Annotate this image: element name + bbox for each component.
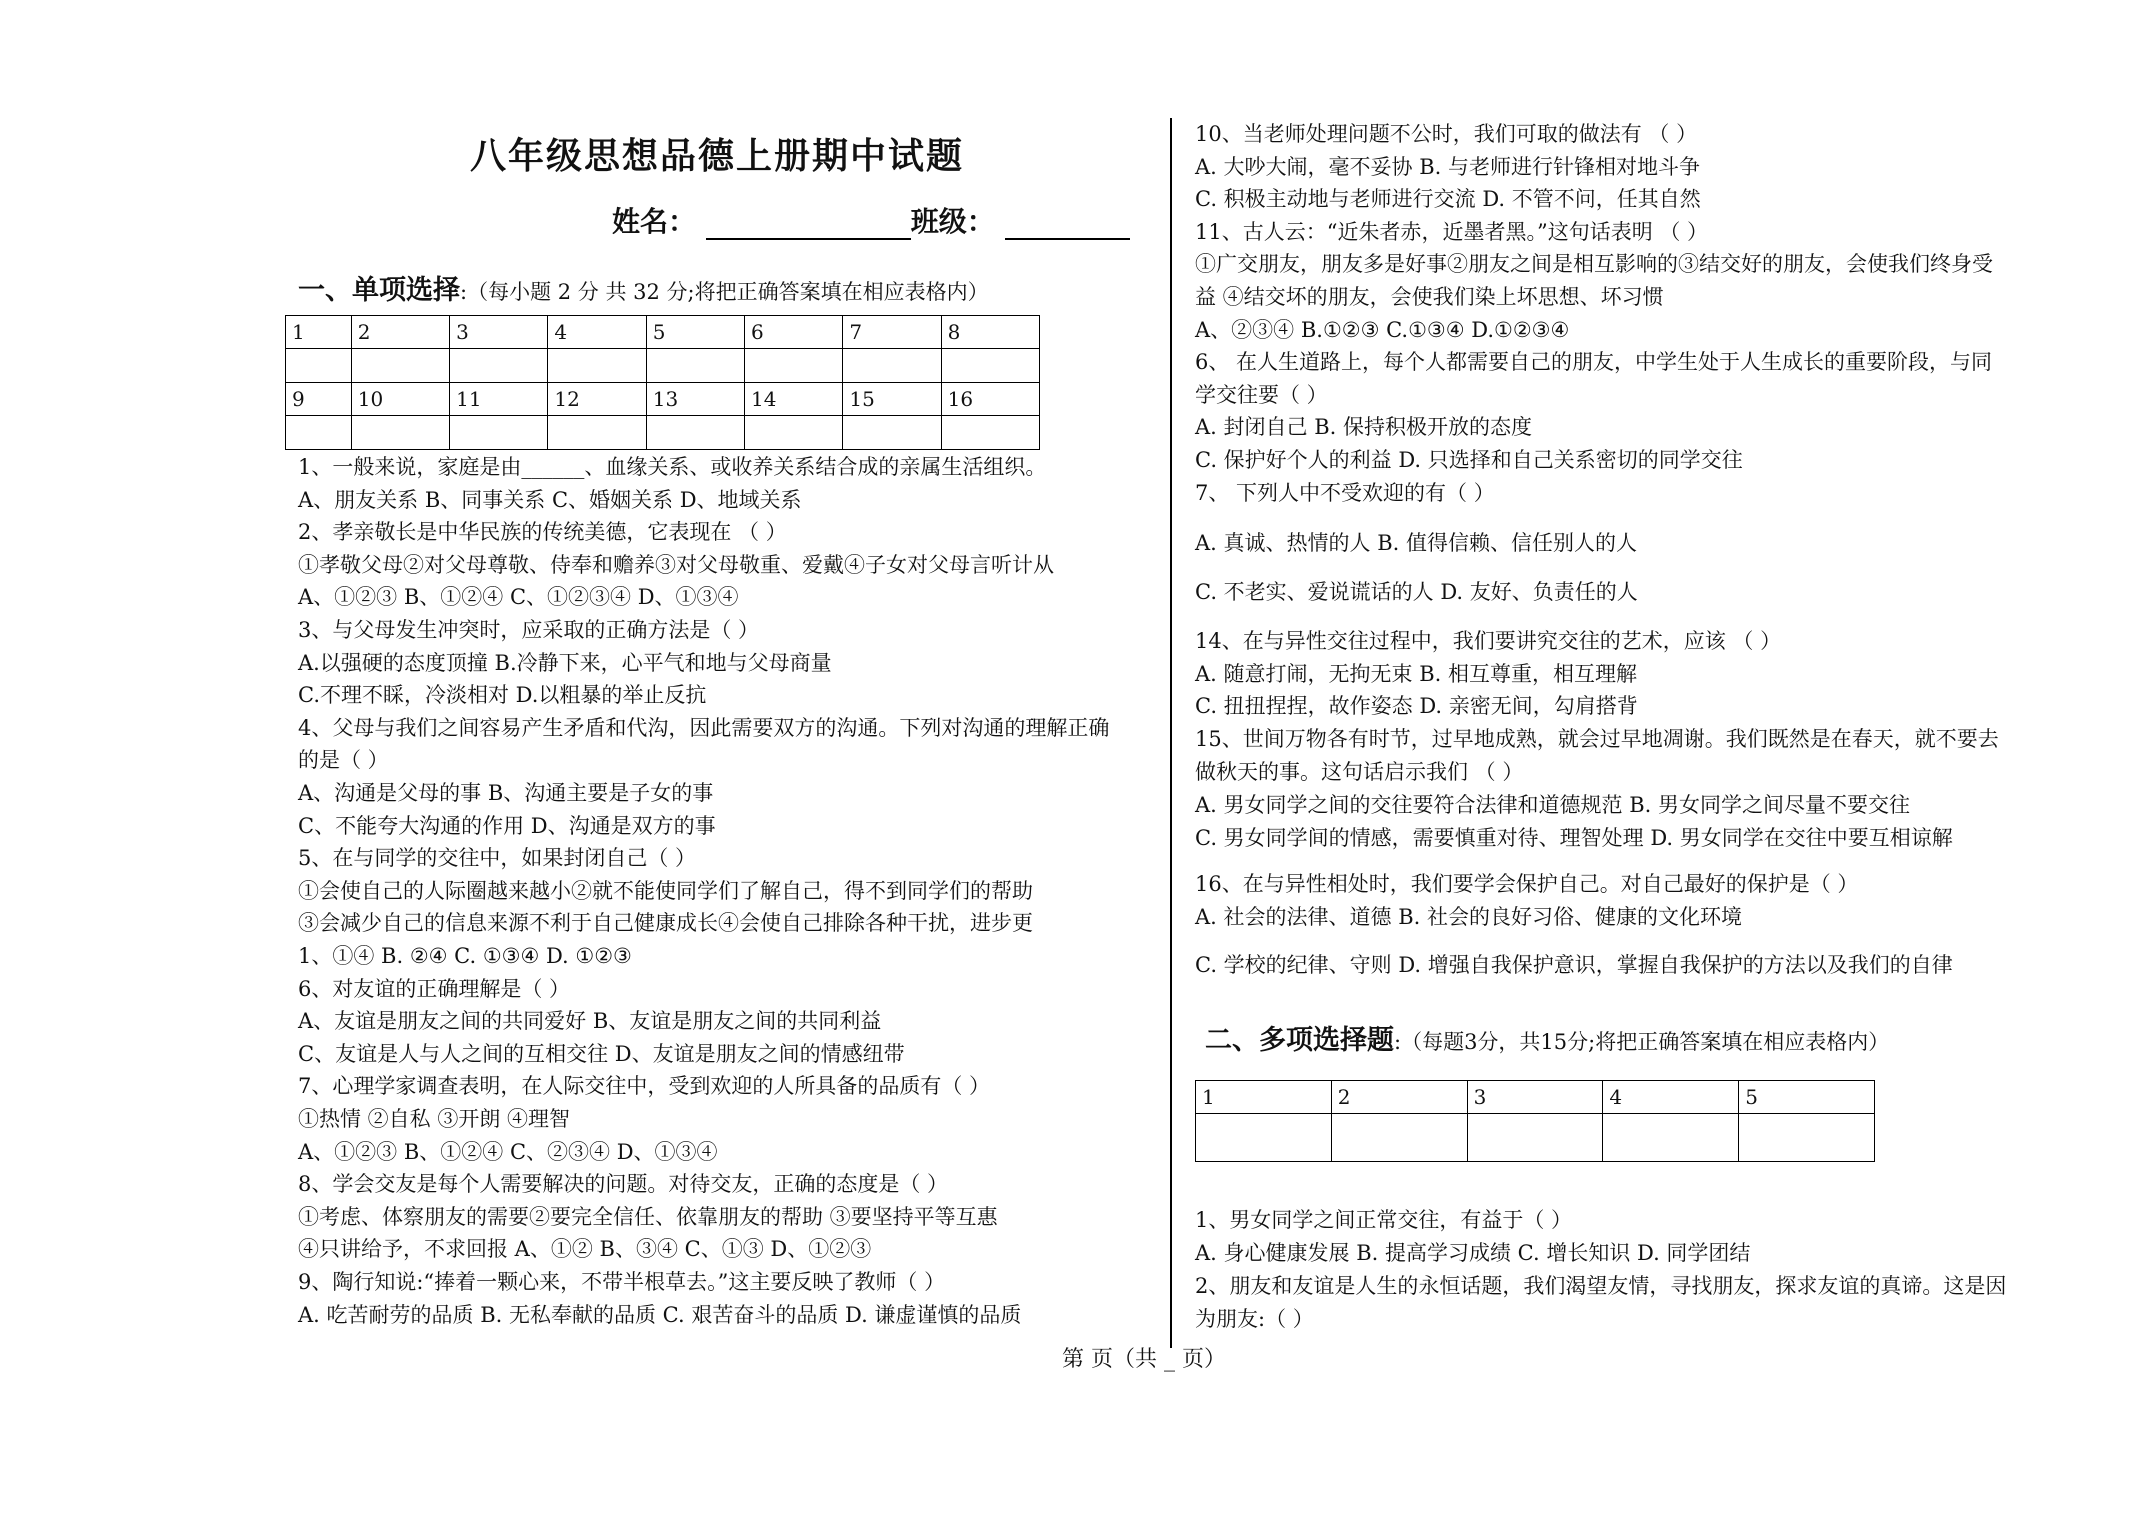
table-cell: 7 <box>843 316 941 349</box>
text-line: 6、 在人生道路上，每个人都需要自己的朋友，中学生处于人生成长的重要阶段，与同 <box>1195 350 1993 375</box>
name-class-row <box>612 200 1130 240</box>
text-line: 9、陶行知说:“捧着一颗心来，不带半根草去。”这主要反映了教师（ ） <box>298 1270 946 1294</box>
text-line: A、沟通是父母的事 B、沟通主要是子女的事 <box>298 781 714 805</box>
answer-cell[interactable] <box>1196 1114 1332 1162</box>
table-cell: 8 <box>941 316 1039 349</box>
text-line: ①会使自己的人际圈越来越小②就不能使同学们了解自己，得不到同学们的帮助 <box>298 878 1033 903</box>
section2-heading: 二、多项选择题 <box>1205 1025 1394 1056</box>
text-line: C. 男女同学间的情感，需要慎重对待、理智处理 D. 男女同学在交往中要互相谅解 <box>1195 826 1953 850</box>
text-line: 为朋友:（ ） <box>1195 1307 1314 1331</box>
text-line: A. 吃苦耐劳的品质 B. 无私奉献的品质 C. 艰苦奋斗的品质 D. 谦虚谨慎的品质 <box>298 1302 1022 1327</box>
text-line: 16、在与异性相处时，我们要学会保护自己。对自己最好的保护是（ ） <box>1195 872 1859 896</box>
page-title: 八年级思想品德上册期中试题 <box>470 136 965 177</box>
text-line: C. 积极主动地与老师进行交流 D. 不管不问，任其自然 <box>1195 187 1701 212</box>
text-line: A、①②③ B、①②④ C、①②③④ D、①③④ <box>298 585 739 610</box>
answer-cell[interactable] <box>941 349 1039 383</box>
text-line: 7、 下列人中不受欢迎的有（ ） <box>1195 480 1495 505</box>
answer-cell[interactable] <box>286 349 352 383</box>
text-line: 学交往要（ ） <box>1195 382 1328 407</box>
page-footer: 第 页（共 _ 页） <box>1062 1347 1226 1372</box>
answer-cell[interactable] <box>745 349 843 383</box>
section1-header <box>298 268 989 307</box>
answer-cell[interactable] <box>450 349 548 383</box>
text-line: 2、孝亲敬长是中华民族的传统美德，它表现在 （ ） <box>298 520 787 545</box>
text-line: A、②③④ B.①②③ C.①③④ D.①②③④ <box>1195 317 1570 342</box>
answer-cell[interactable] <box>941 416 1039 450</box>
table-cell: 12 <box>548 383 646 416</box>
text-line: 4、父母与我们之间容易产生矛盾和代沟，因此需要双方的沟通。下列对沟通的理解正确 <box>298 715 1110 740</box>
table-row <box>286 349 1040 383</box>
column-divider <box>1170 118 1172 1348</box>
text-line: A. 真诚、热情的人 B. 值得信赖、信任别人的人 <box>1195 531 1637 555</box>
table-cell: 13 <box>646 383 744 416</box>
table-cell: 11 <box>450 383 548 416</box>
text-line: 1、一般来说，家庭是由______、血缘关系、或收养关系结合成的亲属生活组织。 <box>298 455 1047 479</box>
text-line: 10、当老师处理问题不公时，我们可取的做法有 （ ） <box>1195 122 1698 146</box>
text-line: C. 扭扭捏捏，故作姿态 D. 亲密无间，勾肩搭背 <box>1195 694 1638 718</box>
text-line: C. 学校的纪律、守则 D. 增强自我保护意识，掌握自我保护的方法以及我们的自律 <box>1195 953 1953 977</box>
answer-cell[interactable] <box>745 416 843 450</box>
text-line: A. 社会的法律、道德 B. 社会的良好习俗、健康的文化环境 <box>1195 905 1742 929</box>
text-line: 11、古人云：“近朱者赤，近墨者黑。”这句话表明 （ ） <box>1195 219 1709 244</box>
answer-cell[interactable] <box>351 349 449 383</box>
section1-note: :（每小题 2 分 共 32 分;将把正确答案填在相应表格内） <box>460 280 989 304</box>
answer-cell[interactable] <box>548 349 646 383</box>
text-line: 7、心理学家调查表明，在人际交往中，受到欢迎的人所具备的品质有（ ） <box>298 1074 991 1099</box>
section1-heading: 一、单项选择 <box>298 275 460 306</box>
name-field[interactable] <box>706 210 911 240</box>
answer-cell[interactable] <box>843 349 941 383</box>
text-line: 的是（ ） <box>298 748 389 773</box>
table-row <box>286 383 1040 416</box>
table-cell: 1 <box>1196 1081 1332 1114</box>
table-cell: 5 <box>646 316 744 349</box>
table-row <box>1196 1081 1875 1114</box>
text-line: A、友谊是朋友之间的共同爱好 B、友谊是朋友之间的共同利益 <box>298 1009 882 1034</box>
table-cell: 4 <box>548 316 646 349</box>
table-cell: 3 <box>450 316 548 349</box>
table-cell: 10 <box>351 383 449 416</box>
text-line: A. 封闭自己 B. 保持积极开放的态度 <box>1195 415 1532 440</box>
answer-cell[interactable] <box>351 416 449 450</box>
table-cell: 1 <box>286 316 352 349</box>
section2-answer-table <box>1195 1080 1875 1162</box>
text-line: ①热情 ②自私 ③开朗 ④理智 <box>298 1107 571 1131</box>
text-line: C、不能夸大沟通的作用 D、沟通是双方的事 <box>298 813 716 838</box>
text-line: ④只讲给予，不求回报 A、①② B、③④ C、①③ D、①②③ <box>298 1237 872 1262</box>
text-line: ③会减少自己的信息来源不利于自己健康成长④会使自己排除各种干扰，进步更 <box>298 911 1033 936</box>
answer-cell[interactable] <box>548 416 646 450</box>
text-line: A. 身心健康发展 B. 提高学习成绩 C. 增长知识 D. 同学团结 <box>1195 1241 1751 1265</box>
answer-cell[interactable] <box>646 416 744 450</box>
text-line: A、朋友关系 B、同事关系 C、婚姻关系 D、地域关系 <box>298 487 802 512</box>
text-line: ①孝敬父母②对父母尊敬、侍奉和赡养③对父母敬重、爱戴④子女对父母言听计从 <box>298 552 1054 577</box>
text-line: C、友谊是人与人之间的互相交往 D、友谊是朋友之间的情感纽带 <box>298 1041 905 1066</box>
answer-cell[interactable] <box>646 349 744 383</box>
text-line: 做秋天的事。这句话启示我们 （ ） <box>1195 760 1524 784</box>
text-line: 1、男女同学之间正常交往，有益于（ ） <box>1195 1208 1573 1232</box>
table-row <box>1196 1114 1875 1162</box>
class-field[interactable] <box>1005 210 1130 240</box>
section2-header <box>1205 1018 1889 1057</box>
answer-cell[interactable] <box>1603 1114 1739 1162</box>
answer-cell[interactable] <box>286 416 352 450</box>
section1-answer-table <box>285 315 1040 450</box>
text-line: A. 男女同学之间的交往要符合法律和道德规范 B. 男女同学之间尽量不要交往 <box>1195 793 1910 817</box>
answer-cell[interactable] <box>1739 1114 1875 1162</box>
answer-cell[interactable] <box>1331 1114 1467 1162</box>
right-column <box>1175 0 2150 1518</box>
text-line: 益 ④结交坏的朋友，会使我们染上坏思想、坏习惯 <box>1195 285 1664 309</box>
text-line: ①考虑、体察朋友的需要②要完全信任、依靠朋友的帮助 ③要坚持平等互惠 <box>298 1204 998 1229</box>
table-cell: 16 <box>941 383 1039 416</box>
text-line: 2、朋友和友谊是人生的永恒话题，我们渴望友情，寻找朋友，探求友谊的真谛。这是因 <box>1195 1274 2007 1298</box>
text-line: 15、世间万物各有时节，过早地成熟，就会过早地凋谢。我们既然是在春天，就不要去 <box>1195 727 1999 751</box>
table-row <box>286 416 1040 450</box>
answer-cell[interactable] <box>843 416 941 450</box>
table-cell: 2 <box>1331 1081 1467 1114</box>
text-line: 3、与父母发生冲突时，应采取的正确方法是（ ） <box>298 618 760 642</box>
class-label: 班级： <box>910 205 995 238</box>
table-cell: 3 <box>1467 1081 1603 1114</box>
text-line: ①广交朋友，朋友多是好事②朋友之间是相互影响的③结交好的朋友，会使我们终身受 <box>1195 252 1993 277</box>
name-label: 姓名： <box>612 205 697 238</box>
text-line: 1、①④ B. ②④ C. ①③④ D. ①②③ <box>298 944 632 968</box>
answer-cell[interactable] <box>450 416 548 450</box>
text-line: A.以强硬的态度顶撞 B.冷静下来，心平气和地与父母商量 <box>298 650 832 675</box>
text-line: C.不理不睬，冷淡相对 D.以粗暴的举止反抗 <box>298 683 707 708</box>
text-line: 8、学会交友是每个人需要解决的问题。对待交友，正确的态度是（ ） <box>298 1172 949 1197</box>
section2-note: :（每题3分，共15分;将把正确答案填在相应表格内） <box>1394 1030 1890 1054</box>
table-cell: 6 <box>745 316 843 349</box>
table-row <box>286 316 1040 349</box>
text-line: 14、在与异性交往过程中，我们要讲究交往的艺术，应该 （ ） <box>1195 629 1782 653</box>
table-cell: 4 <box>1603 1081 1739 1114</box>
table-cell: 9 <box>286 383 352 416</box>
answer-cell[interactable] <box>1467 1114 1603 1162</box>
text-line: A. 随意打闹，无拘无束 B. 相互尊重，相互理解 <box>1195 662 1637 686</box>
text-line: C. 不老实、爱说谎话的人 D. 友好、负责任的人 <box>1195 580 1638 604</box>
text-line: 5、在与同学的交往中，如果封闭自己（ ） <box>298 846 697 871</box>
table-cell: 14 <box>745 383 843 416</box>
table-cell: 15 <box>843 383 941 416</box>
text-line: 6、对友谊的正确理解是（ ） <box>298 976 571 1001</box>
text-line: C. 保护好个人的利益 D. 只选择和自己关系密切的同学交往 <box>1195 448 1743 472</box>
table-cell: 2 <box>351 316 449 349</box>
table-cell: 5 <box>1739 1081 1875 1114</box>
text-line: A、①②③ B、①②④ C、②③④ D、①③④ <box>298 1139 718 1164</box>
text-line: A. 大吵大闹，毫不妥协 B. 与老师进行针锋相对地斗争 <box>1195 154 1700 179</box>
